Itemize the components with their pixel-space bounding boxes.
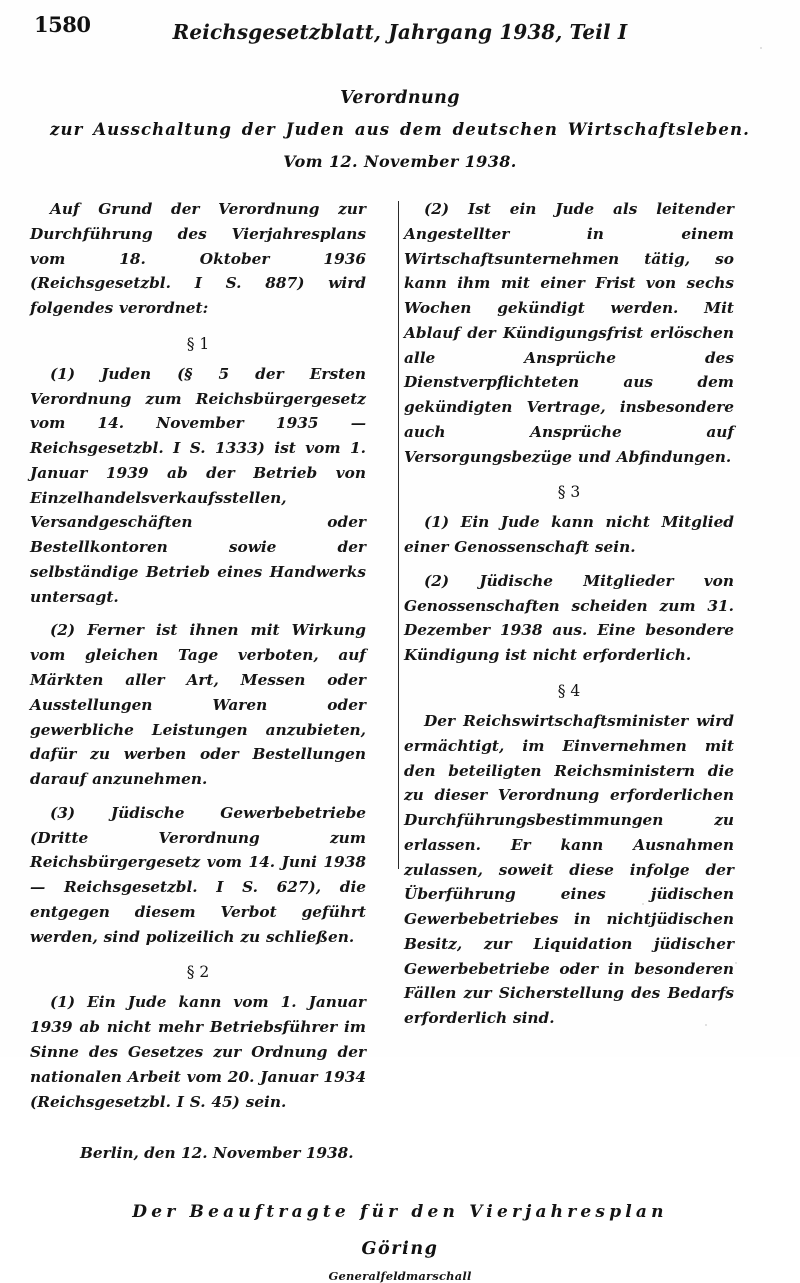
preamble-paragraph: Auf Grund der Verordnung zur Durchführung des Vierjahresplans vom 18. Oktober 1936 (Reichsgesetzbl. I S. 887) wird folgendes verordnet: (30, 200, 366, 318)
page-number: 1580 (34, 12, 91, 37)
section1-paragraph-3: (3) Jüdische Gewerbebetriebe (Dritte Verordnung zum Reichsbürgergesetz vom 14. Juni 1938 — Reichsgesetzbl. I S. 627), die entgegen diesem Verbot geführt werden, sind polizeilich zu schließen. (30, 803, 366, 946)
running-head (0, 0, 800, 58)
section3-paragraph-1: (1) Ein Jude kann nicht Mitglied einer Genossenschaft sein. (404, 513, 734, 557)
section3-paragraph-2: (2) Jüdische Mitglieder von Genossenschaften scheiden zum 31. Dezember 1938 aus. Eine besondere Kündigung ist nicht erforderlich. (404, 571, 734, 665)
right-column (382, 197, 734, 1162)
column-divider-rule (398, 201, 399, 869)
document-subtitle: zur Ausschaltung der Juden aus dem deutschen Wirtschaftsleben. (50, 120, 750, 139)
journal-title: Reichsgesetzblatt, Jahrgang 1938, Teil I (172, 20, 628, 44)
section1-paragraph-1: (1) Juden (§ 5 der Ersten Verordnung zum Reichsbürgergesetz vom 14. November 1935 — Reichsgesetzbl. I S. 1333) ist vom 1. Januar 1939 ab der Betrieb von Einzelhandelsverkaufsstellen, Versandgeschäften oder Bestellkontoren sowie der selbständige Betrieb eines Handwerks untersagt. (30, 364, 366, 606)
section2-paragraph-1: (1) Ein Jude kann vom 1. Januar 1939 ab nicht mehr Betriebsführer im Sinne des Gesetzes zur Ordnung der nationalen Arbeit vom 20. Januar 1934 (Reichsgesetzbl. I S. 45) sein. (30, 993, 366, 1111)
place-and-date: Berlin, den 12. November 1938. (80, 1144, 354, 1163)
body-columns (0, 197, 800, 1162)
section4-paragraph-1: Der Reichswirtschaftsminister wird ermächtigt, im Einvernehmen mit den beteiligten Reichsministern die zu dieser Verordnung erforderlichen Durchführungsbestimmungen zu erlassen. Er kann Ausnahmen zulassen, soweit diese infolge der Überführung eines jüdischen Gewerbebetriebes in nichtjüdischen Besitz, zur Liquidation jüdischer Gewerbebetriebe oder in besonderen Fällen zur Sicherstellung des Bedarfs erforderlich sind. (404, 712, 734, 1028)
document-date: Vom 12. November 1938. (283, 152, 517, 171)
signatory-office: Der Beauftragte für den Vierjahresplan (132, 1202, 668, 1223)
section-heading-3: § 3 (557, 483, 581, 502)
section-heading-1: § 1 (186, 334, 210, 353)
document-title: Verordnung (340, 88, 460, 108)
left-column (30, 197, 382, 1162)
signatory-rank: Generalfeldmarschall (328, 1269, 472, 1283)
document-title-block (0, 88, 800, 171)
section-heading-4: § 4 (557, 682, 581, 701)
section2-paragraph-2: (2) Ist ein Jude als leitender Angestellter in einem Wirtschaftsunternehmen tätig, so kann ihm mit einer Frist von sechs Wochen gekündigt werden. Mit Ablauf der Kündigungsfrist erlöschen alle Ansprüche des Dienstverpflichteten aus dem gekündigten Vertrage, insbesondere auch Ansprüche auf Versorgungsbezüge und Abfindungen. (404, 200, 734, 466)
signatory-name: Göring (361, 1239, 439, 1260)
section-heading-2: § 2 (186, 963, 210, 982)
signature-block (0, 1202, 800, 1283)
section1-paragraph-2: (2) Ferner ist ihnen mit Wirkung vom gleichen Tage verboten, auf Märkten aller Art, Messen oder Ausstellungen Waren oder gewerbliche Leistungen anzubieten, dafür zu werben oder Bestellungen darauf anzunehmen. (30, 621, 366, 789)
